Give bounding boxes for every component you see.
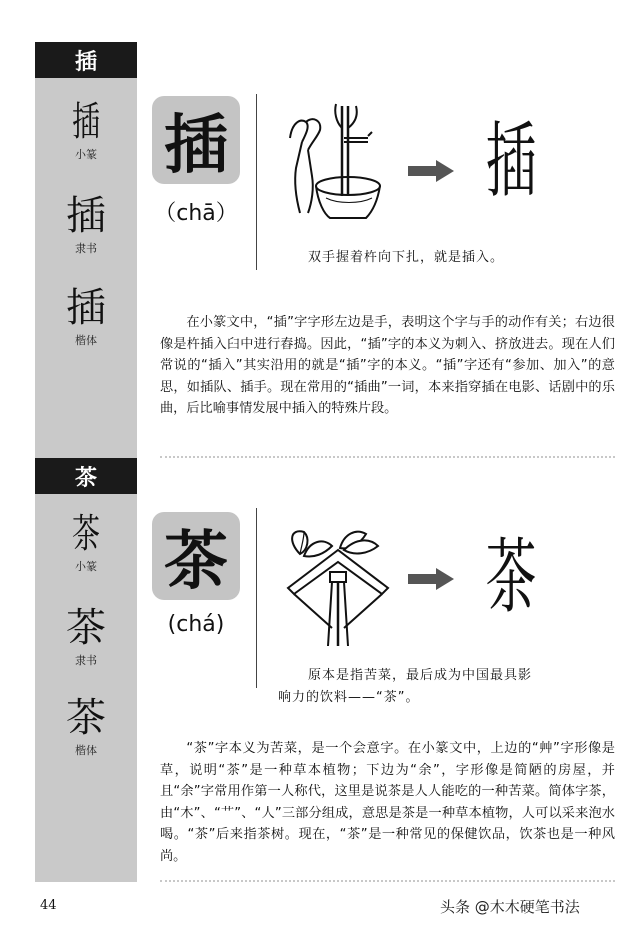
watermark-text: 头条 @木木硬笔书法 — [440, 898, 580, 916]
hands-mortar-illustration — [282, 98, 402, 223]
main-char: 插 — [164, 109, 228, 183]
tea-plant-hut-illustration — [280, 518, 396, 648]
style-seal — [35, 100, 137, 162]
style-seal — [35, 512, 137, 574]
sidebar-entry-1 — [35, 42, 137, 458]
style-label: 隶书 — [75, 654, 97, 667]
clerical-glyph: 茶 — [66, 605, 106, 651]
illustration-caption: 双手握着杵向下扎，就是插入。 — [308, 250, 505, 265]
illustration-caption-line2: 响力的饮料——“茶”。 — [278, 690, 420, 705]
explanation-paragraph: “茶”字本义为苦菜，是一个会意字。在小篆文中，上边的“艸”字形像是草，说明“茶”是一种草本植物；下边为“余”，字形像是简陋的房屋，并且“余”字常用作第一人称代，这里是说茶是人人能吃的一种苦菜。简体字茶，由“木”、“艹”、“人”三部分组成，意思是茶是一种草本植物，人可以采来泡水喝。“茶”后来指茶树。现在，“茶”是一种常见的保健饮品，饮茶也是一种风尚。 — [160, 741, 615, 864]
seal-glyph: 茶 — [72, 511, 100, 557]
style-clerical — [35, 606, 137, 668]
style-regular — [35, 286, 137, 348]
main-char: 茶 — [164, 525, 228, 599]
arrow-icon — [408, 160, 454, 182]
illustration-caption-line1: 原本是指苦菜，最后成为中国最具影 — [308, 668, 533, 683]
style-regular — [35, 696, 137, 758]
pinyin: (chá) — [167, 612, 225, 637]
bottom-divider — [160, 880, 615, 882]
style-label: 楷体 — [75, 744, 97, 757]
sidebar-header: 插 — [35, 42, 137, 78]
seal-result-char: 插 — [485, 114, 537, 209]
divider-line — [256, 508, 257, 688]
style-label: 隶书 — [75, 242, 97, 255]
sidebar-header: 茶 — [35, 458, 137, 494]
pinyin: （chā） — [154, 201, 238, 226]
regular-glyph: 插 — [66, 285, 106, 331]
divider-line — [256, 94, 257, 270]
section-divider — [160, 456, 615, 458]
main-char-box — [152, 96, 240, 184]
page-number: 44 — [40, 898, 57, 913]
style-label: 楷体 — [75, 334, 97, 347]
style-clerical — [35, 194, 137, 256]
sidebar-entry-2 — [35, 458, 137, 882]
explanation-paragraph: 在小篆文中，“插”字字形左边是手，表明这个字与手的动作有关；右边很像是杵插入臼中进行舂捣。因此，“插”字的本义为刺入、挤放进去。现在人们常说的“插入”其实沿用的就是“插”字的本义。“插”字还有“参加、加入”的意思，如插队、插手。现在常用的“插曲”一词，本来指穿插在电影、话剧中的乐曲，后比喻事情发展中插入的特殊片段。 — [160, 315, 615, 416]
style-label: 小篆 — [75, 560, 97, 573]
seal-glyph: 插 — [72, 99, 100, 145]
main-char-box — [152, 512, 240, 600]
arrow-icon — [408, 568, 454, 590]
clerical-glyph: 插 — [66, 193, 106, 239]
seal-result-char: 茶 — [485, 530, 537, 625]
style-label: 小篆 — [75, 148, 97, 161]
regular-glyph: 茶 — [66, 695, 106, 741]
